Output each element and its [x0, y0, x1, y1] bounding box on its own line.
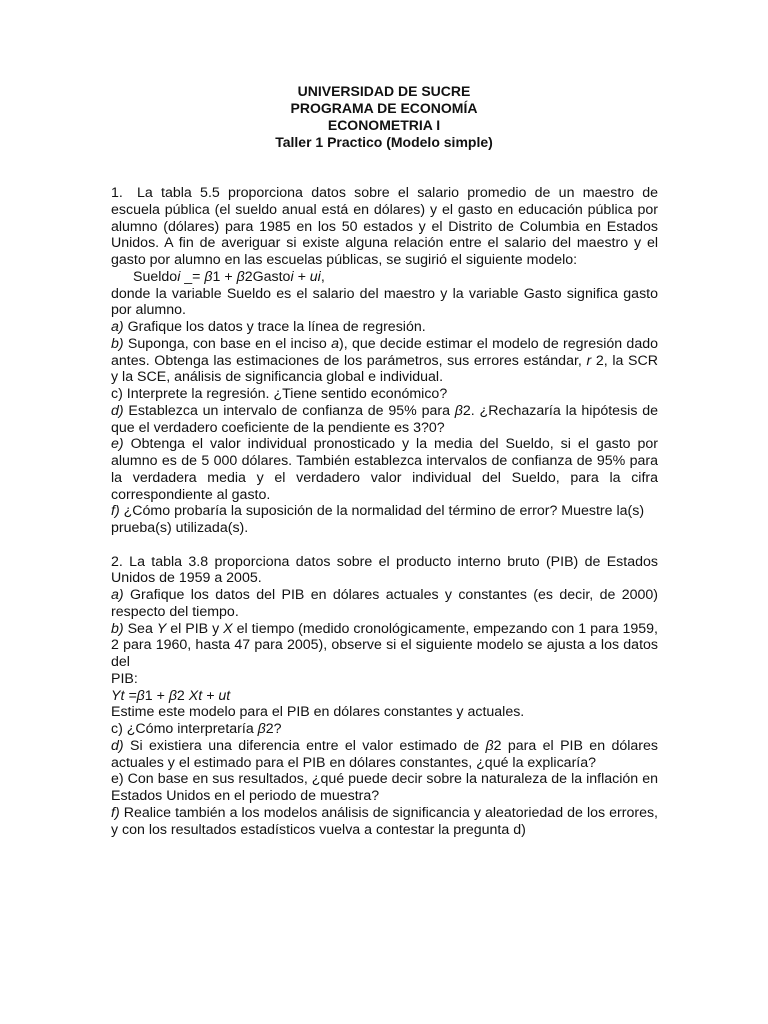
item-text: Grafique los datos y trace la línea de regresión. [123, 319, 426, 335]
item-letter: d) [111, 737, 124, 754]
item-text: c) ¿Cómo interpretaría [111, 721, 258, 737]
item-letter: f) [111, 503, 120, 520]
course-name: ECONOMETRIA I [327, 117, 441, 133]
q1-model-part: Sueldo [133, 268, 178, 285]
q1-model-beta: β [236, 268, 245, 285]
q2-item-f [111, 805, 658, 839]
item-var: X [223, 620, 233, 637]
q2-model-part: 1 + [144, 687, 169, 704]
item-text: Establezca un intervalo de confianza de 95% para [123, 402, 455, 419]
item-text: ¿Cómo probaría la suposición de la normalidad del término de error? Muestre la(s) [119, 503, 645, 520]
q2-item-a [111, 587, 658, 621]
q1-item-a [111, 319, 658, 336]
q2-item-c [111, 721, 658, 738]
item-text: Si existiera una diferencia entre el valor estimado de [123, 737, 486, 754]
university-name: UNIVERSIDAD DE SUCRE [297, 83, 471, 99]
item-text: Grafique los datos del PIB en dólares actuales y constantes (es decir, de 2000) respecto del tiempo. [111, 587, 658, 620]
q1-intro-text: La tabla 5.5 proporciona datos sobre el salario promedio de un maestro de escuela pública (el sueldo anual está en dólares) y el gasto en educación pública por alumno (dólares) para 1985 en los 50 estados y el Distrito de Columbia en Estados Unidos. A fin de averiguar si existe alguna relación entre el salario del maestro y el gasto por alumno en las escuelas públicas, se sugirió el siguiente modelo: [111, 185, 658, 268]
q2-item-e: e) Con base en sus resultados, ¿qué puede decir sobre la naturaleza de la inflación en Estados Unidos en el periodo de muestra? [111, 771, 658, 804]
q1-model-part: i + ui [290, 268, 321, 285]
q2-item-b [111, 621, 658, 671]
item-text: 2. ¿Rechazaría la hipótesis de que el verdadero coeficiente de la pendiente es 3?0? [111, 402, 659, 436]
workshop-title: Taller 1 Practico (Modelo simple) [275, 134, 493, 150]
item-letter: e) [111, 436, 124, 453]
item-beta: β [257, 721, 266, 737]
item-text: 2? [265, 721, 282, 737]
item-letter: a) [111, 587, 124, 603]
item-text: ), que decide estimar el modelo de regresión dado antes. Obtenga las estimaciones de los parámetros, sus errores estándar, [111, 335, 658, 369]
item-letter: b) [111, 620, 124, 637]
item-text: Sea [123, 620, 157, 637]
q1-intro [111, 185, 658, 269]
item-text: 2, la SCR y la SCE, análisis de significancia global e individual. [111, 352, 659, 386]
item-text: Suponga, con base en el inciso [123, 335, 332, 352]
q2-model [111, 688, 658, 705]
item-text: el tiempo (medido cronológicamente, empezando con 1 para 1959, 2 para 1960, hasta 47 para 2005), observe si el siguiente modelo se ajusta a los datos del [111, 620, 658, 670]
q1-model-part: 1 + [212, 268, 237, 285]
item-text: 2 para el PIB en dólares actuales y el estimado para el PIB en dólares constantes, ¿qué la explicaría? [111, 737, 658, 771]
q1-item-f-continued: prueba(s) utilizada(s). [111, 520, 249, 536]
item-var: Y [156, 620, 167, 637]
q1-number: 1. [111, 185, 123, 201]
item-text: el PIB y [166, 620, 224, 637]
q1-item-f [111, 503, 658, 520]
program-name: PROGRAMA DE ECONOMÍA [290, 100, 478, 116]
q2-estimate: Estime este modelo para el PIB en dólares constantes y actuales. [111, 704, 525, 721]
item-letter: d) [111, 402, 124, 419]
q2-intro: 2. La tabla 3.8 proporciona datos sobre el producto interno bruto (PIB) de Estados Unidos de 1959 a 2005. [111, 553, 658, 587]
item-text: Realice también a los modelos análisis de significancia y aleatoriedad de los errores, y con los resultados estadísticos vuelva a contestar la pregunta d) [111, 804, 658, 838]
spacer [111, 537, 658, 554]
item-letter: b) [111, 335, 124, 352]
document-header [0, 83, 768, 151]
item-beta: β [454, 402, 463, 419]
item-r2: r [586, 352, 592, 369]
q2-model-part: 2 [176, 687, 189, 704]
q1-item-e [111, 436, 658, 503]
q2-item-d [111, 738, 658, 772]
q2-model-part: Xt + ut [188, 687, 231, 704]
q1-item-b [111, 336, 658, 386]
q1-model [111, 269, 658, 286]
q1-item-d [111, 403, 658, 437]
item-text: Obtenga el valor individual pronosticado y la media del Sueldo, si el gasto por alumno es de 5 000 dólares. También establezca intervalos de confianza de 95% para la verdadera media y el verdadero valor individual del Sueldo, para la cifra correspondiente al gasto. [111, 436, 658, 503]
q1-where: donde la variable Sueldo es el salario del maestro y la variable Gasto significa gasto por alumno. [111, 285, 658, 319]
q1-model-part: 2Gasto [244, 268, 291, 285]
q2-item-b-continued: PIB: [111, 670, 138, 687]
q1-model-part: , [320, 268, 325, 285]
q1-model-part: _= [180, 268, 205, 285]
item-letter: f) [111, 804, 120, 821]
q1-model-part: i [177, 268, 181, 285]
item-beta: β [485, 737, 494, 754]
item-letter: a) [111, 319, 124, 335]
q2-model-part: Yt = [111, 687, 137, 704]
q1-model-beta: β [204, 268, 213, 285]
q1-item-c: c) Interprete la regresión. ¿Tiene sentido económico? [111, 386, 448, 402]
item-ref: a [331, 335, 339, 352]
q2-model-beta: β [168, 687, 177, 704]
document-body [111, 185, 658, 838]
q2-model-beta: β [136, 687, 145, 704]
